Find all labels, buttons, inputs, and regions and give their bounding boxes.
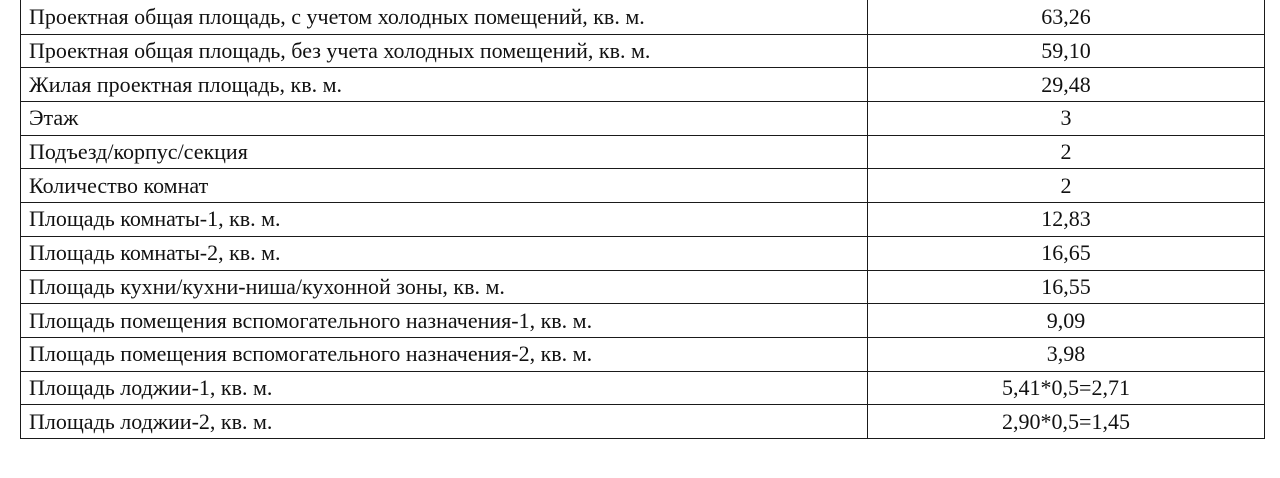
row-value: 12,83 [868,203,1265,237]
row-label: Площадь помещения вспомогательного назначения-1, кв. м. [21,304,868,338]
row-value: 29,48 [868,68,1265,102]
table-row [21,68,1265,102]
row-value: 16,55 [868,270,1265,304]
row-label: Площадь комнаты-2, кв. м. [21,236,868,270]
row-value: 2 [868,169,1265,203]
row-value: 2,90*0,5=1,45 [868,405,1265,439]
table-row [21,1,1265,35]
row-value: 9,09 [868,304,1265,338]
row-value: 16,65 [868,236,1265,270]
row-value: 59,10 [868,34,1265,68]
table-row [21,337,1265,371]
row-label: Этаж [21,102,868,136]
row-value: 63,26 [868,1,1265,35]
row-value: 3 [868,102,1265,136]
row-label: Площадь комнаты-1, кв. м. [21,203,868,237]
row-label: Площадь лоджии-1, кв. м. [21,371,868,405]
table-row [21,34,1265,68]
table-row [21,203,1265,237]
apartment-area-table [20,0,1265,439]
table-row [21,135,1265,169]
table-row [21,371,1265,405]
table-row [21,236,1265,270]
row-label: Проектная общая площадь, без учета холодных помещений, кв. м. [21,34,868,68]
table-row [21,102,1265,136]
table-row [21,169,1265,203]
row-label: Проектная общая площадь, с учетом холодных помещений, кв. м. [21,1,868,35]
row-label: Площадь помещения вспомогательного назначения-2, кв. м. [21,337,868,371]
row-label: Жилая проектная площадь, кв. м. [21,68,868,102]
table-row [21,304,1265,338]
row-value: 5,41*0,5=2,71 [868,371,1265,405]
row-label: Количество комнат [21,169,868,203]
row-label: Площадь лоджии-2, кв. м. [21,405,868,439]
row-value: 3,98 [868,337,1265,371]
row-value: 2 [868,135,1265,169]
table-row [21,405,1265,439]
table-row [21,270,1265,304]
row-label: Подъезд/корпус/секция [21,135,868,169]
row-label: Площадь кухни/кухни-ниша/кухонной зоны, кв. м. [21,270,868,304]
